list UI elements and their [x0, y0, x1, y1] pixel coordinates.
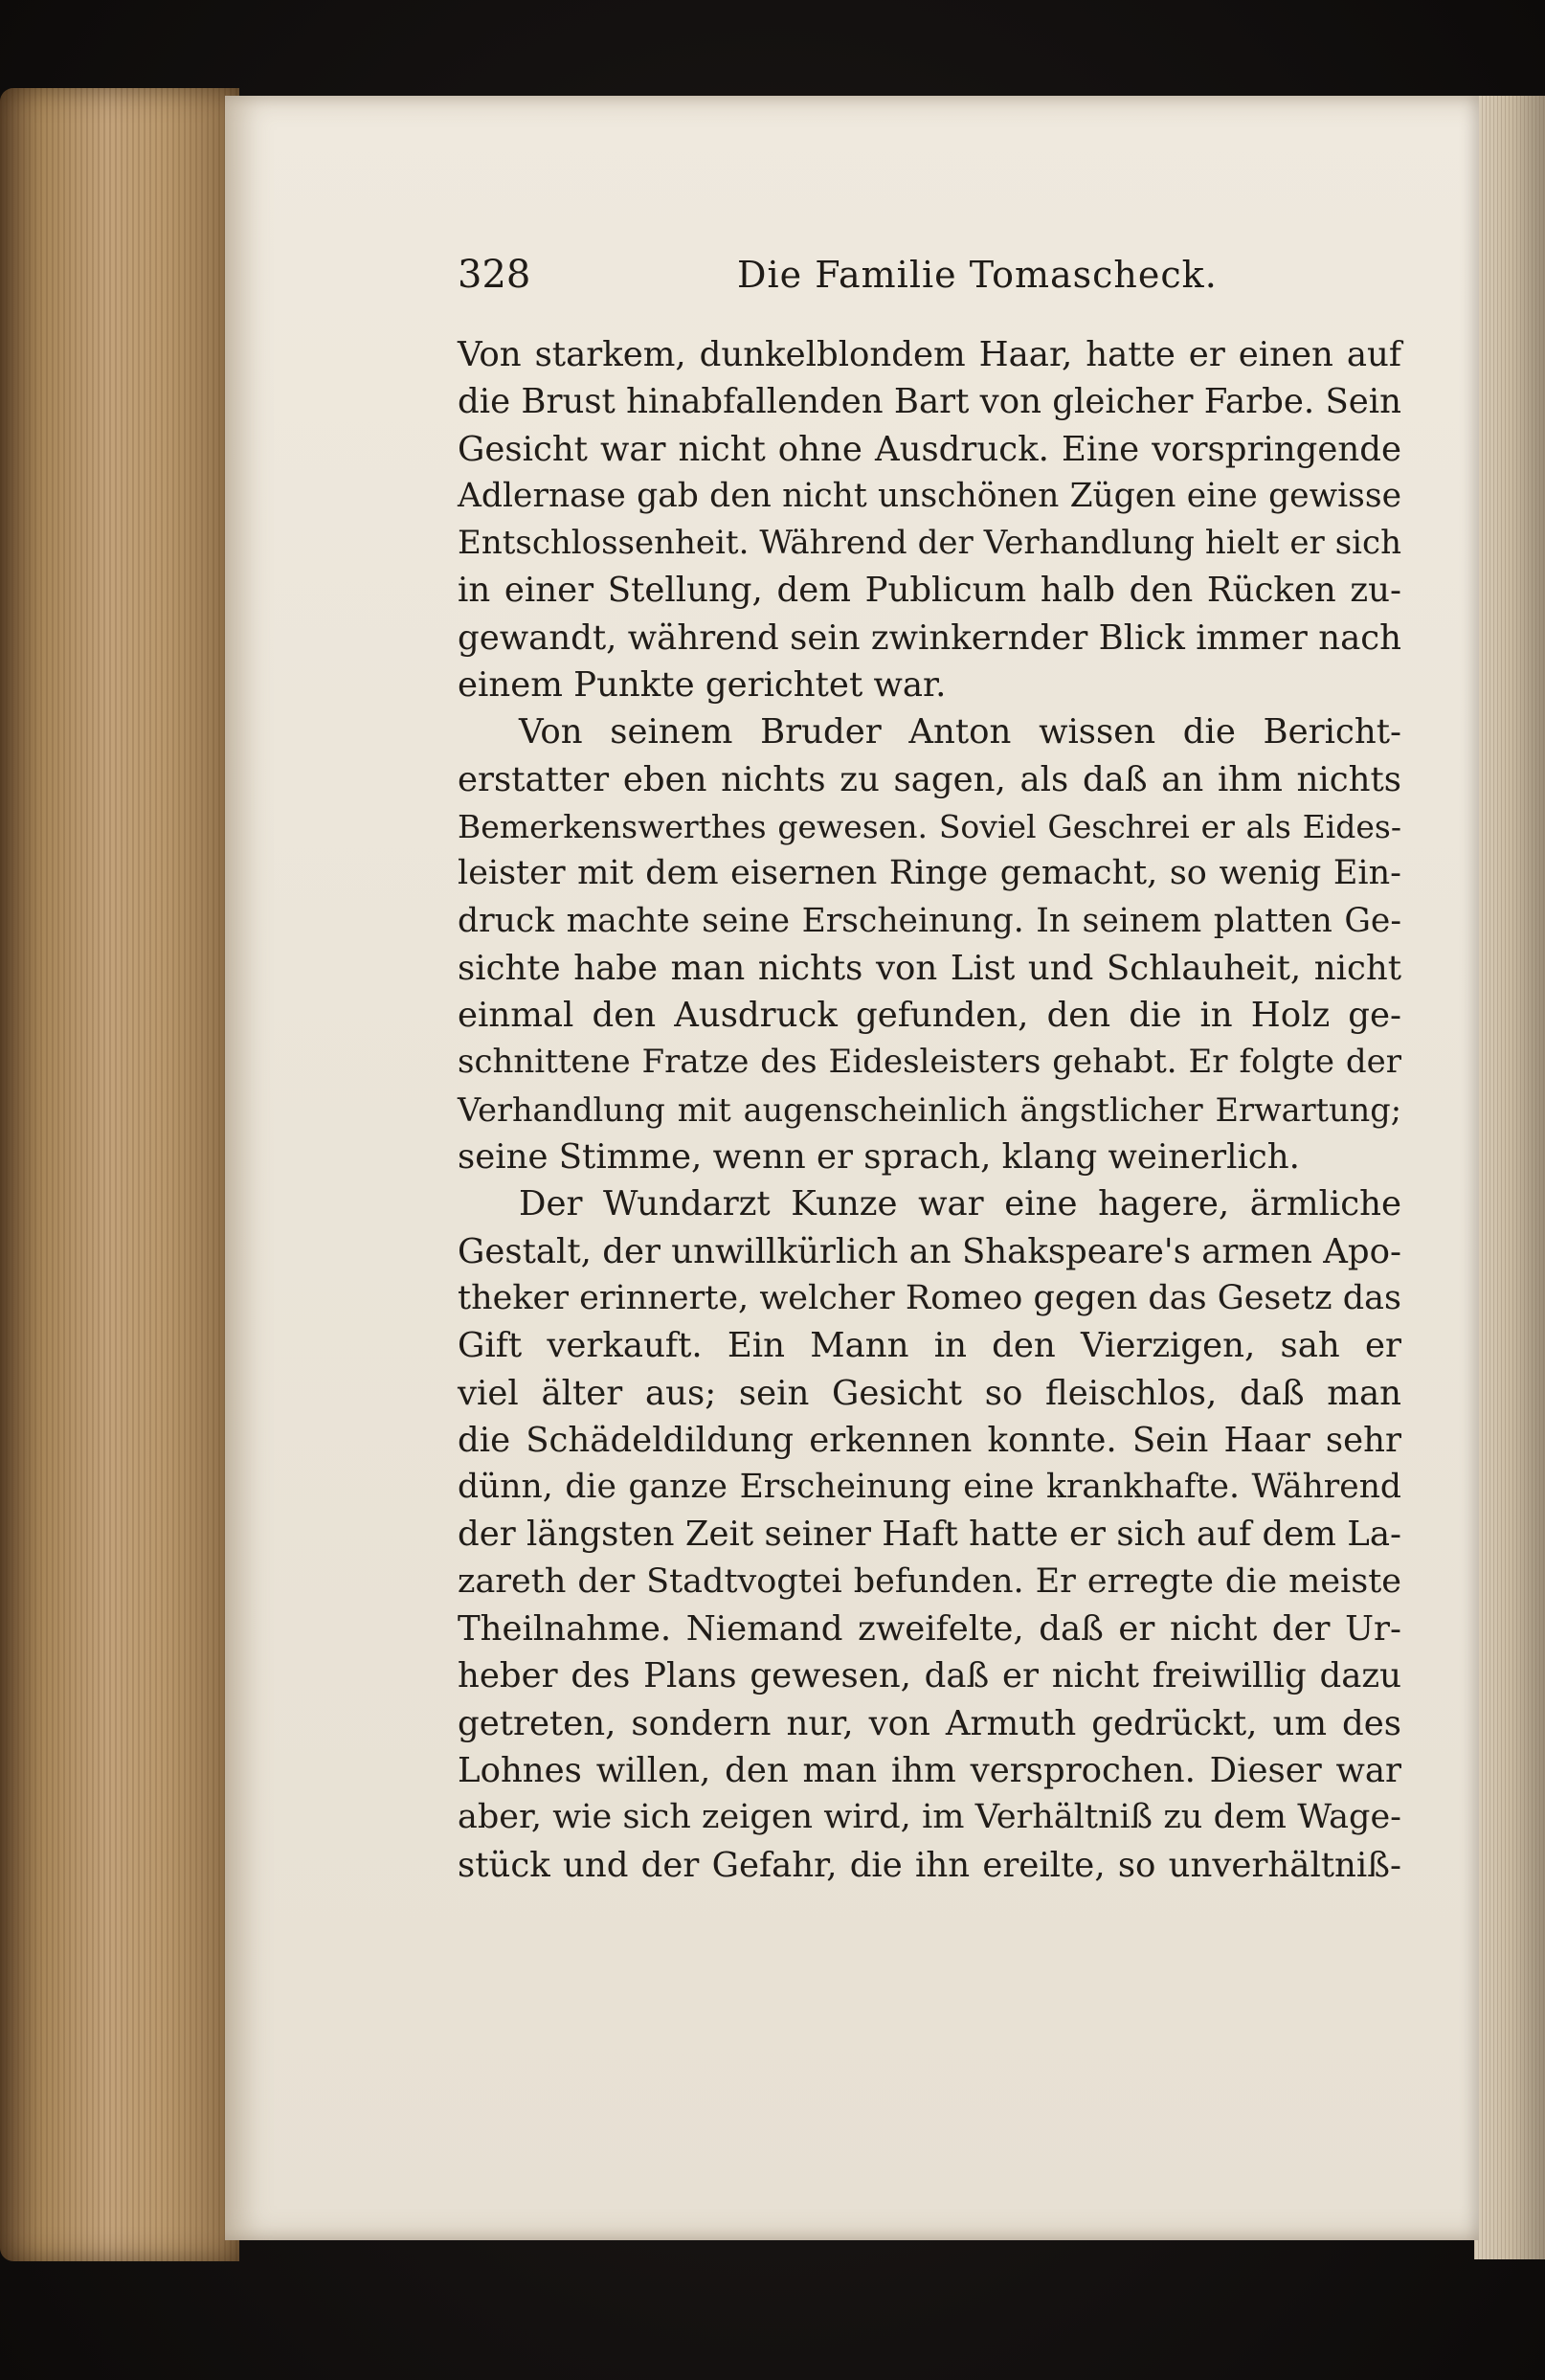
book-page-edges-right	[1474, 96, 1545, 2259]
text-line: seine Stimme, wenn er sprach, klang weinerlich.	[458, 1137, 1300, 1178]
text-line: schnittene Fratze des Eidesleisters gehabt. Er folgte der	[458, 1043, 1401, 1082]
text-line: Adlernase gab den nicht unschönen Zügen eine gewisse	[458, 476, 1401, 515]
text-line: heber des Plans gewesen, daß er nicht freiwillig dazu	[458, 1656, 1401, 1696]
text-line: die Schädeldildung erkennen konnte. Sein Haar sehr	[458, 1420, 1401, 1460]
body-text	[458, 331, 1401, 1889]
book-page-edges-left	[0, 88, 239, 2261]
text-line: aber, wie sich zeigen wird, im Verhältniß zu dem Wage-	[458, 1798, 1401, 1837]
text-line: theker erinnerte, welcher Romeo gegen das Gesetz das	[458, 1278, 1401, 1317]
text-line: getreten, sondern nur, von Armuth gedrückt, um des	[458, 1703, 1401, 1743]
text-line: Von starkem, dunkelblondem Haar, hatte er einen auf	[458, 335, 1401, 374]
text-line: sichte habe man nichts von List und Schlauheit, nicht	[458, 948, 1401, 988]
text-line: Von seinem Bruder Anton wissen die Bericht-	[519, 712, 1401, 752]
page-header	[458, 251, 1415, 299]
text-line: Gift verkauft. Ein Mann in den Vierzigen, sah er	[458, 1326, 1401, 1366]
text-line: in einer Stellung, dem Publicum halb den Rücken zu-	[458, 571, 1401, 611]
text-line: dünn, die ganze Erscheinung eine krankhafte. Während	[458, 1468, 1401, 1507]
text-line: zareth der Stadtvogtei befunden. Er erregte die meiste	[458, 1561, 1401, 1601]
text-line: Verhandlung mit augenscheinlich ängstlicher Erwartung;	[458, 1090, 1401, 1129]
text-line: die Brust hinabfallenden Bart von gleicher Farbe. Sein	[458, 382, 1401, 422]
page-number: 328	[458, 253, 531, 297]
text-line: Entschlossenheit. Während der Verhandlung hielt er sich	[458, 524, 1401, 563]
text-line: leister mit dem eisernen Ringe gemacht, so wenig Ein-	[458, 854, 1401, 893]
text-line: Gesicht war nicht ohne Ausdruck. Eine vorspringende	[458, 429, 1401, 469]
text-line: gewandt, während sein zwinkernder Blick immer nach	[458, 617, 1401, 658]
text-line: der längsten Zeit seiner Haft hatte er sich auf dem La-	[458, 1515, 1401, 1555]
text-line: Bemerkenswerthes gewesen. Soviel Geschrei er als Eides-	[458, 807, 1401, 845]
text-line: viel älter aus; sein Gesicht so fleischlos, daß man	[458, 1373, 1401, 1413]
text-line: einem Punkte gerichtet war.	[458, 665, 947, 706]
text-line: erstatter eben nichts zu sagen, als daß an ihm nichts	[458, 759, 1401, 799]
text-line: einmal den Ausdruck gefunden, den die in Holz ge-	[458, 996, 1401, 1036]
text-line: Gestalt, der unwillkürlich an Shakspeare's armen Apo-	[458, 1231, 1401, 1271]
text-line: Lohnes willen, den man ihm versprochen. Dieser war	[458, 1750, 1401, 1790]
text-line: Der Wundarzt Kunze war eine hagere, ärmliche	[519, 1184, 1401, 1224]
text-line: druck machte seine Erscheinung. In seinem platten Ge-	[458, 901, 1401, 940]
text-line: stück und der Gefahr, die ihn ereilte, so unverhältniß-	[458, 1845, 1401, 1885]
text-line: Theilnahme. Niemand zweifelte, daß er nicht der Ur-	[458, 1609, 1401, 1650]
running-title: Die Familie Tomascheck.	[737, 254, 1218, 296]
